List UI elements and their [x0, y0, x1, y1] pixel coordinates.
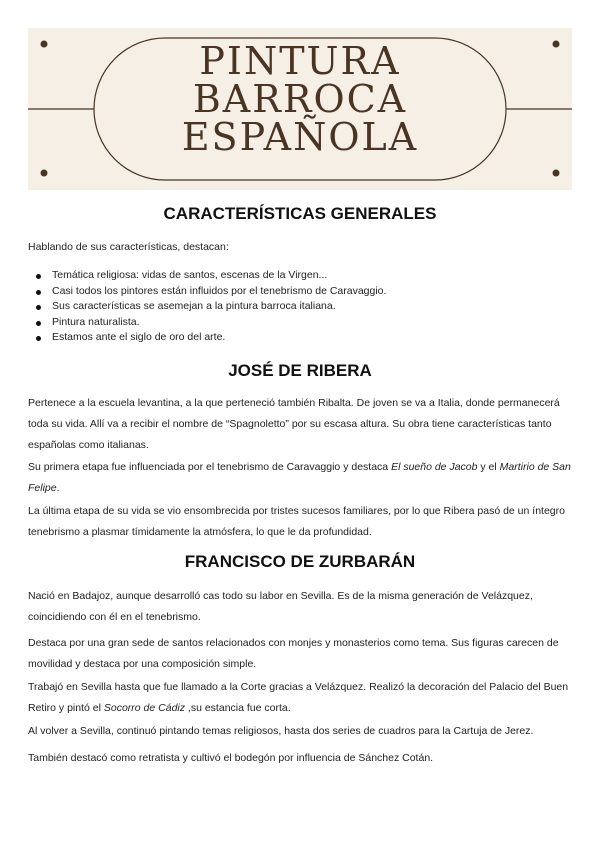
zurbaran-paragraph-1: Nació en Badajoz, aunque desarrolló cas todo su labor en Sevilla. Es de la misma generación de Velázquez, coincidiendo con él en el tenebrismo.: [28, 590, 533, 623]
zurbaran-paragraph-3: [28, 677, 572, 719]
work-title: El sueño de Jacob: [391, 461, 478, 473]
list-item: [28, 299, 572, 315]
list-item: [28, 315, 572, 331]
corner-dot-bottom-right: [553, 170, 560, 177]
corner-dot-bottom-left: [41, 170, 48, 177]
text-run: .: [56, 482, 60, 494]
title-line-2: BARROCA: [192, 77, 408, 121]
zurbaran-paragraph-4: Al volver a Sevilla, continuó pintando temas religiosos, hasta dos series de cuadros para la Cartuja de Jerez.: [28, 725, 534, 737]
text-run: Su primera etapa fue influenciada por el tenebrismo de Caravaggio y destaca: [28, 461, 392, 473]
heading-caracteristicas: CARACTERÍSTICAS GENERALES: [163, 204, 437, 223]
ribera-paragraph-3: La última etapa de su vida se vio ensombrecida por tristes sucesos familiares, por lo que Ribera pasó de un íntegro tenebrismo a plasmar tímidamente la atmósfera, lo que le da profundidad.: [28, 505, 565, 538]
list-item: [28, 330, 572, 346]
caracteristicas-list: [28, 268, 572, 346]
bullet-icon: [36, 321, 41, 326]
work-title: Socorro de Cádiz: [103, 702, 185, 714]
list-item: [28, 268, 572, 284]
bullet-icon: [36, 274, 41, 279]
list-item-text: Temática religiosa: vidas de santos, escenas de la Virgen...: [52, 269, 328, 281]
ribera-paragraph-1: Pertenece a la escuela levantina, a la que perteneció también Ribalta. De joven se va a Italia, donde permanecerá toda su vida. Allí va a recibir el nombre de “Spagnoletto” por su escasa altura. Su obra tiene características tanto españolas como italianas.: [28, 397, 560, 451]
zurbaran-paragraph-2: Destaca por una gran sede de santos relacionados con monjes y monasterios como tema. Sus figuras carecen de movilidad y destaca por una composición simple.: [28, 637, 559, 670]
caracteristicas-intro: Hablando de sus características, destacan:: [28, 241, 229, 253]
work-title: Martirio de San Felipe: [28, 461, 571, 494]
bullet-icon: [36, 336, 41, 341]
zurbaran-paragraph-5: También destacó como retratista y cultivó el bodegón por influencia de Sánchez Cotán.: [28, 752, 434, 764]
text-run: ,su estancia fue corta.: [185, 702, 291, 714]
bullet-icon: [36, 305, 41, 310]
title-line-1: PINTURA: [199, 39, 401, 83]
text-run: y el: [477, 461, 500, 473]
list-item-text: Casi todos los pintores están influidos por el tenebrismo de Caravaggio.: [52, 284, 387, 297]
heading-zurbaran: FRANCISCO DE ZURBARÁN: [184, 552, 416, 571]
heading-ribera: JOSÉ DE RIBERA: [228, 361, 372, 380]
list-item: [28, 284, 572, 300]
ribera-paragraph-2: [28, 457, 572, 499]
title-line-3: ESPAÑOLA: [181, 115, 419, 159]
text-run: Trabajó en Sevilla hasta que fue llamado a la Corte gracias a Velázquez. Realizó la decoración del Palacio del Buen Retiro y pintó el: [28, 681, 569, 714]
document-title: [28, 39, 572, 159]
list-item-text: Pintura naturalista.: [52, 315, 140, 328]
list-item-text: Estamos ante el siglo de oro del arte.: [52, 331, 226, 343]
bullet-icon: [36, 290, 41, 295]
title-banner: [28, 28, 572, 190]
list-item-text: Sus características se asemejan a la pintura barroca italiana.: [52, 300, 336, 312]
